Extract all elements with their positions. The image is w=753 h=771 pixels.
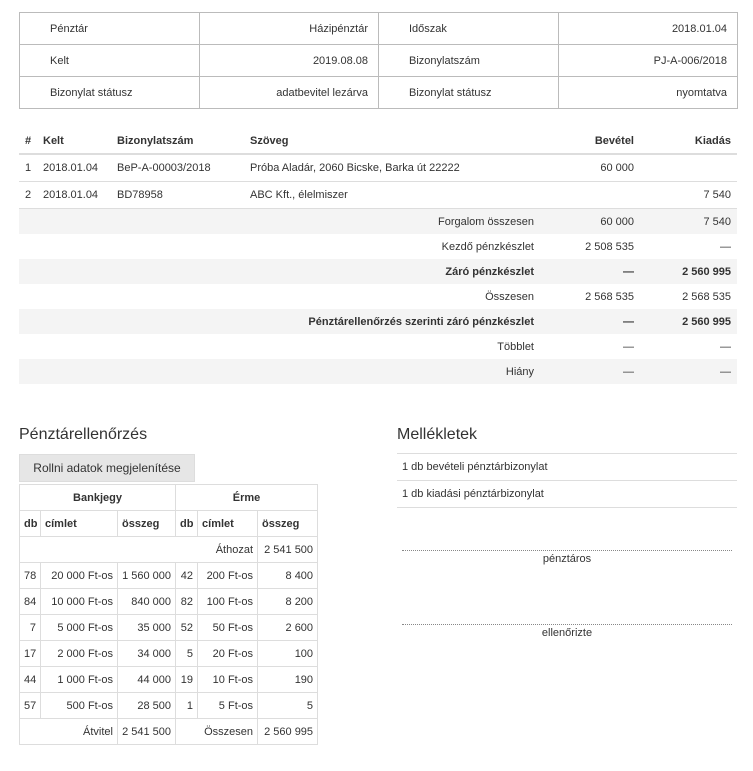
coin-denomination: 100 Ft-os: [198, 589, 258, 615]
item-date: 2018.01.04: [37, 182, 111, 209]
info-label: Bizonylatszám: [379, 45, 559, 77]
banknote-sum: 34 000: [118, 641, 176, 667]
banknote-sum: 1 560 000: [118, 563, 176, 589]
banknote-count: 78: [20, 563, 41, 589]
summary-label: Összesen: [485, 290, 534, 303]
info-label: Időszak: [379, 13, 559, 45]
coin-count: 19: [176, 667, 198, 693]
summary-row: [19, 259, 737, 284]
coin-sum: 100: [258, 641, 318, 667]
coin-denomination: 200 Ft-os: [198, 563, 258, 589]
coin-denomination: 5 Ft-os: [198, 693, 258, 719]
info-label: Bizonylat státusz: [20, 77, 200, 109]
coin-sum: 8 400: [258, 563, 318, 589]
coin-count: 52: [176, 615, 198, 641]
coin-sum: 2 600: [258, 615, 318, 641]
attachments-list: [397, 453, 737, 508]
summary-row: [19, 309, 737, 334]
summary-label: Kezdő pénzkészlet: [441, 240, 534, 253]
coin-sum: 5: [258, 693, 318, 719]
col-income: Bevétel: [534, 129, 640, 154]
summary-row: [19, 234, 737, 259]
banknote-count-header: db: [20, 511, 41, 537]
col-text: Szöveg: [244, 129, 534, 154]
banknote-sum: 44 000: [118, 667, 176, 693]
header-info-row: [20, 45, 738, 77]
item-number: 2: [19, 182, 37, 209]
summary-label: Pénztárellenőrzés szerinti záró pénzkészlet: [19, 309, 540, 334]
item-income: 60 000: [534, 154, 640, 182]
banknote-denomination: 10 000 Ft-os: [41, 589, 118, 615]
banknote-denomination: 2 000 Ft-os: [41, 641, 118, 667]
coin-sum: 190: [258, 667, 318, 693]
col-number: #: [19, 129, 37, 154]
attachments-title: Mellékletek: [397, 426, 478, 443]
summary-row: [19, 359, 737, 384]
summary-table: [19, 209, 737, 384]
table-row: [19, 154, 737, 182]
banknote-count: 84: [20, 589, 41, 615]
item-number: 1: [19, 154, 37, 182]
table-row: [20, 667, 318, 693]
col-date: Kelt: [37, 129, 111, 154]
coin-sum: 8 200: [258, 589, 318, 615]
carry-in-value: 2 541 500: [258, 537, 318, 563]
cash-total-value: 2 560 995: [258, 719, 318, 745]
table-row: [20, 563, 318, 589]
coin-denomination-header: címlet: [198, 511, 258, 537]
summary-label: Hiány: [19, 359, 540, 384]
item-document-number: BeP-A-00003/2018: [111, 154, 244, 182]
item-expense: [640, 154, 737, 182]
summary-row: [19, 209, 737, 234]
banknote-sum-header: összeg: [118, 511, 176, 537]
cash-check-title: Pénztárellenőrzés: [19, 426, 148, 443]
summary-income: —: [540, 309, 640, 334]
coin-count-header: db: [176, 511, 198, 537]
coin-denomination: 50 Ft-os: [198, 615, 258, 641]
item-text: Próba Aladár, 2060 Bicske, Barka út 22222: [244, 154, 534, 182]
cash-total-label: Összesen: [176, 719, 258, 745]
table-row: [20, 641, 318, 667]
summary-expense: 2 568 535: [682, 290, 731, 303]
info-label: Pénztár: [20, 13, 200, 45]
banknote-count: 44: [20, 667, 41, 693]
coin-group-header: Érme: [176, 485, 318, 511]
banknote-denomination: 20 000 Ft-os: [41, 563, 118, 589]
banknote-denomination: 5 000 Ft-os: [41, 615, 118, 641]
carry-in-row: [20, 537, 318, 563]
attachment-item: 1 db bevételi pénztárbizonylat: [397, 453, 737, 480]
banknote-denomination: 1 000 Ft-os: [41, 667, 118, 693]
summary-label: Forgalom összesen: [19, 209, 540, 234]
summary-income: —: [540, 359, 640, 384]
table-row: [19, 182, 737, 209]
info-value: Házipénztár: [200, 13, 379, 45]
banknote-count: 17: [20, 641, 41, 667]
item-text: ABC Kft., élelmiszer: [244, 182, 534, 209]
banknote-count: 57: [20, 693, 41, 719]
summary-expense: —: [640, 359, 737, 384]
banknote-sum: 840 000: [118, 589, 176, 615]
summary-row: [19, 284, 737, 309]
cashier-signature-line: pénztáros: [402, 550, 732, 565]
info-label: Bizonylat státusz: [379, 77, 559, 109]
header-info-row: [20, 77, 738, 109]
info-label: Kelt: [20, 45, 200, 77]
item-income: [534, 182, 640, 209]
items-header-row: [19, 129, 737, 154]
summary-expense: 2 560 995: [640, 259, 737, 284]
summary-expense: 2 560 995: [640, 309, 737, 334]
banknote-sum: 28 500: [118, 693, 176, 719]
col-document-number: Bizonylatszám: [111, 129, 244, 154]
info-value: 2018.01.04: [559, 13, 738, 45]
item-document-number: BD78958: [111, 182, 244, 209]
info-value: nyomtatva: [559, 77, 738, 109]
carry-out-value: 2 541 500: [118, 719, 176, 745]
banknote-sum: 35 000: [118, 615, 176, 641]
attachment-item: 1 db kiadási pénztárbizonylat: [397, 480, 737, 508]
table-row: [20, 589, 318, 615]
coin-count: 82: [176, 589, 198, 615]
item-expense: 7 540: [640, 182, 737, 209]
coin-denomination: 10 Ft-os: [198, 667, 258, 693]
table-row: [20, 693, 318, 719]
summary-label: Záró pénzkészlet: [19, 259, 540, 284]
summary-income: —: [623, 340, 634, 353]
coin-count: 5: [176, 641, 198, 667]
coin-count: 42: [176, 563, 198, 589]
summary-income: 2 508 535: [585, 240, 634, 253]
info-value: PJ-A-006/2018: [559, 45, 738, 77]
banknote-denomination: 500 Ft-os: [41, 693, 118, 719]
summary-expense: —: [720, 240, 731, 253]
info-value: 2019.08.08: [200, 45, 379, 77]
banknote-group-header: Bankjegy: [20, 485, 176, 511]
header-info-row: [20, 13, 738, 45]
coin-count: 1: [176, 693, 198, 719]
summary-income: —: [540, 259, 640, 284]
summary-income: 2 568 535: [585, 290, 634, 303]
coin-sum-header: összeg: [258, 511, 318, 537]
summary-expense: —: [720, 340, 731, 353]
summary-income: 60 000: [540, 209, 640, 234]
table-row: [20, 615, 318, 641]
carry-in-label: Áthozat: [20, 537, 258, 563]
document-header-table: [19, 12, 738, 109]
cash-total-row: [20, 719, 318, 745]
summary-row: [19, 334, 737, 359]
banknote-count: 7: [20, 615, 41, 641]
coin-denomination: 20 Ft-os: [198, 641, 258, 667]
summary-expense: 7 540: [640, 209, 737, 234]
items-table: [19, 129, 737, 209]
cash-count-table: [19, 484, 318, 745]
info-value: adatbevitel lezárva: [200, 77, 379, 109]
carry-out-label: Átvitel: [20, 719, 118, 745]
col-expense: Kiadás: [640, 129, 737, 154]
banknote-denomination-header: címlet: [41, 511, 118, 537]
show-roll-data-button[interactable]: Rollni adatok megjelenítése: [19, 454, 195, 482]
checker-signature-line: ellenőrizte: [402, 624, 732, 639]
item-date: 2018.01.04: [37, 154, 111, 182]
summary-label: Többlet: [497, 340, 534, 353]
